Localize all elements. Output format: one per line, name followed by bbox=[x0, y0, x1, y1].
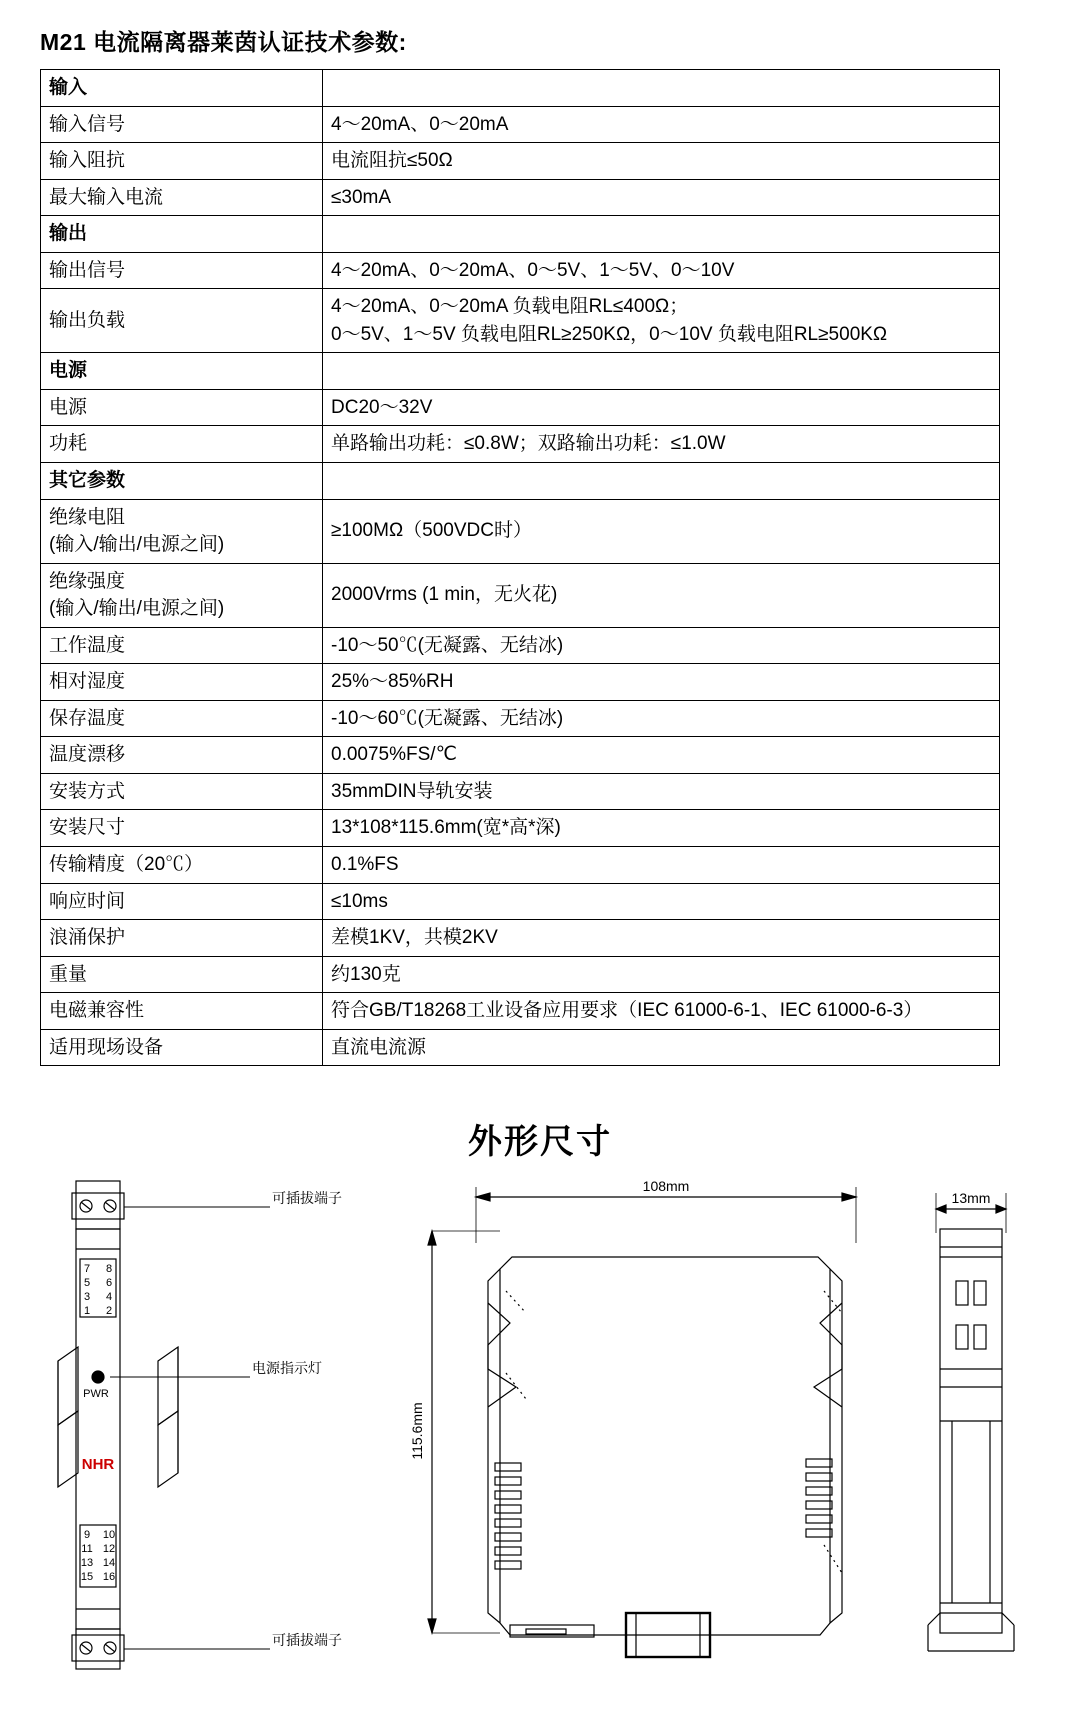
housing-left-edge bbox=[488, 1269, 500, 1623]
terminal-num: 8 bbox=[105, 1263, 113, 1276]
table-row bbox=[41, 883, 1000, 920]
row-value: -10～60℃(无凝露、无结冰) bbox=[323, 700, 1000, 737]
row-value: ≥100MΩ（500VDC时） bbox=[323, 499, 1000, 563]
terminal-num: 10 bbox=[102, 1529, 116, 1542]
row-label: 电源 bbox=[41, 389, 323, 426]
row-label: 安装方式 bbox=[41, 773, 323, 810]
terminal-num: 13 bbox=[80, 1557, 94, 1570]
slot-c bbox=[956, 1325, 968, 1349]
din-rail-left-2 bbox=[58, 1411, 78, 1487]
row-value-line2: 0～5V、1～5V 负载电阻RL≥250KΩ，0～10V 负载电阻RL≥500KΩ bbox=[331, 323, 888, 345]
table-row bbox=[41, 847, 1000, 884]
width-dimension-label: 108mm bbox=[642, 1178, 690, 1195]
terminal-num: 5 bbox=[83, 1277, 91, 1290]
table-row bbox=[41, 289, 1000, 353]
row-value: 单路输出功耗：≤0.8W；双路输出功耗：≤1.0W bbox=[323, 426, 1000, 463]
dimension-heading: 外形尺寸 bbox=[468, 1123, 612, 1162]
row-value: 电流阻抗≤50Ω bbox=[323, 143, 1000, 180]
drawing-svg bbox=[40, 1173, 1040, 1673]
row-value: 0.0075%FS/℃ bbox=[323, 737, 1000, 774]
table-row bbox=[41, 106, 1000, 143]
table-row bbox=[41, 1029, 1000, 1066]
table-row bbox=[41, 179, 1000, 216]
table-row bbox=[41, 956, 1000, 993]
terminal-num: 1 bbox=[83, 1305, 91, 1318]
table-row bbox=[41, 737, 1000, 774]
row-value: -10～50℃(无凝露、无结冰) bbox=[323, 627, 1000, 664]
slot-d bbox=[974, 1325, 986, 1349]
callout-top-terminal: 可插拔端子 bbox=[272, 1190, 342, 1207]
row-label: 最大输入电流 bbox=[41, 179, 323, 216]
slot-b bbox=[974, 1281, 986, 1305]
terminal-num: 6 bbox=[105, 1277, 113, 1290]
row-value: 4～20mA、0～20mA bbox=[323, 106, 1000, 143]
terminal-num: 12 bbox=[102, 1543, 116, 1556]
row-value-line1: 4～20mA、0～20mA 负载电阻RL≤400Ω； bbox=[331, 296, 689, 318]
depth-base bbox=[928, 1613, 1014, 1625]
row-label: 响应时间 bbox=[41, 883, 323, 920]
table-row bbox=[41, 773, 1000, 810]
row-label bbox=[41, 563, 323, 627]
row-label: 重量 bbox=[41, 956, 323, 993]
table-row bbox=[41, 563, 1000, 627]
top-view-labels bbox=[952, 1190, 991, 1206]
terminal-num: 15 bbox=[80, 1571, 94, 1584]
row-label: 温度漂移 bbox=[41, 737, 323, 774]
row-value: 约130克 bbox=[323, 956, 1000, 993]
row-label: 安装尺寸 bbox=[41, 810, 323, 847]
row-value: 0.1%FS bbox=[323, 847, 1000, 884]
row-label: 浪涌保护 bbox=[41, 920, 323, 957]
side-view-labels bbox=[409, 1178, 689, 1460]
row-value: 35mmDIN导轨安装 bbox=[323, 773, 1000, 810]
terminal-num: 3 bbox=[83, 1291, 91, 1304]
callout-bottom-terminal: 可插拔端子 bbox=[272, 1632, 342, 1649]
row-value: 13*108*115.6mm(宽*高*深) bbox=[323, 810, 1000, 847]
table-row bbox=[41, 463, 1000, 500]
dimension-drawings bbox=[40, 1173, 1040, 1673]
terminal-num: 2 bbox=[105, 1305, 113, 1318]
height-dimension-label: 115.6mm bbox=[409, 1402, 425, 1460]
table-row bbox=[41, 499, 1000, 563]
callout-led: 电源指示灯 bbox=[252, 1360, 322, 1377]
depth-dimension-label: 13mm bbox=[951, 1190, 991, 1207]
table-row bbox=[41, 143, 1000, 180]
table-body bbox=[41, 70, 1000, 1066]
side-view-figure bbox=[428, 1187, 856, 1657]
table-row bbox=[41, 920, 1000, 957]
page bbox=[0, 24, 1080, 1719]
row-label: 电磁兼容性 bbox=[41, 993, 323, 1030]
row-value: 差模1KV，共模2KV bbox=[323, 920, 1000, 957]
dotted-right-a bbox=[824, 1291, 842, 1313]
vent-slots-right bbox=[806, 1459, 832, 1537]
table-row bbox=[41, 389, 1000, 426]
row-label: 输入阻抗 bbox=[41, 143, 323, 180]
top-view-figure bbox=[928, 1193, 1014, 1651]
front-view-figure bbox=[58, 1181, 270, 1669]
row-label-line1: 绝缘电阻 bbox=[49, 506, 126, 528]
row-value: 4～20mA、0～20mA、0～5V、1～5V、0～10V bbox=[323, 252, 1000, 289]
row-label: 工作温度 bbox=[41, 627, 323, 664]
terminal-num: 4 bbox=[105, 1291, 113, 1304]
row-value bbox=[323, 216, 1000, 253]
top-terminal-block bbox=[76, 1181, 120, 1229]
table-row bbox=[41, 627, 1000, 664]
row-value: ≤30mA bbox=[323, 179, 1000, 216]
row-label: 输出 bbox=[41, 216, 323, 253]
row-label: 输入信号 bbox=[41, 106, 323, 143]
table-row bbox=[41, 993, 1000, 1030]
left-notch-detail bbox=[488, 1303, 516, 1407]
row-value bbox=[323, 289, 1000, 353]
row-value bbox=[323, 353, 1000, 390]
table-row bbox=[41, 70, 1000, 107]
row-label: 输入 bbox=[41, 70, 323, 107]
row-value: 直流电流源 bbox=[323, 1029, 1000, 1066]
table-row bbox=[41, 252, 1000, 289]
row-label: 适用现场设备 bbox=[41, 1029, 323, 1066]
housing-outline bbox=[500, 1257, 830, 1635]
row-label: 传输精度（20℃） bbox=[41, 847, 323, 884]
din-rail-right-2 bbox=[158, 1411, 178, 1487]
table-row bbox=[41, 700, 1000, 737]
row-label: 电源 bbox=[41, 353, 323, 390]
row-value bbox=[323, 70, 1000, 107]
row-label: 输出负载 bbox=[41, 289, 323, 353]
right-notch-detail bbox=[814, 1303, 842, 1407]
dotted-left-b bbox=[506, 1373, 526, 1399]
row-value: ≤10ms bbox=[323, 883, 1000, 920]
led-label: PWR bbox=[83, 1388, 109, 1401]
housing-right-edge bbox=[830, 1269, 842, 1623]
terminal-num: 16 bbox=[102, 1571, 116, 1584]
terminal-num: 9 bbox=[83, 1529, 91, 1542]
row-value bbox=[323, 463, 1000, 500]
terminal-num: 7 bbox=[83, 1263, 91, 1276]
vent-slots-left bbox=[495, 1463, 521, 1569]
row-label: 相对湿度 bbox=[41, 664, 323, 701]
module-body bbox=[76, 1229, 120, 1629]
specification-table bbox=[40, 69, 1000, 1066]
row-value: DC20～32V bbox=[323, 389, 1000, 426]
page-title: M21 电流隔离器莱茵认证技术参数: bbox=[40, 29, 407, 55]
row-label-line1: 绝缘强度 bbox=[49, 570, 126, 592]
terminal-num: 14 bbox=[102, 1557, 116, 1570]
depth-body bbox=[940, 1229, 1002, 1633]
row-label: 保存温度 bbox=[41, 700, 323, 737]
dotted-left-a bbox=[506, 1291, 526, 1313]
row-label: 功耗 bbox=[41, 426, 323, 463]
table-row bbox=[41, 426, 1000, 463]
row-label bbox=[41, 499, 323, 563]
slot-a bbox=[956, 1281, 968, 1305]
power-led-icon bbox=[92, 1371, 104, 1383]
table-row bbox=[41, 810, 1000, 847]
brand-logo: NHR bbox=[81, 1456, 115, 1474]
row-value: 25%～85%RH bbox=[323, 664, 1000, 701]
dotted-right-b bbox=[824, 1545, 842, 1573]
row-value: 符合GB/T18268工业设备应用要求（IEC 61000-6-1、IEC 61000-6-3） bbox=[323, 993, 1000, 1030]
row-label-line2: (输入/输出/电源之间) bbox=[49, 534, 225, 556]
row-value: 2000Vrms (1 min，无火花) bbox=[323, 563, 1000, 627]
table-row bbox=[41, 216, 1000, 253]
terminal-num: 11 bbox=[81, 1543, 93, 1556]
row-label-line2: (输入/输出/电源之间) bbox=[49, 598, 225, 620]
table-row bbox=[41, 664, 1000, 701]
row-label: 其它参数 bbox=[41, 463, 323, 500]
table-row bbox=[41, 353, 1000, 390]
row-label: 输出信号 bbox=[41, 252, 323, 289]
